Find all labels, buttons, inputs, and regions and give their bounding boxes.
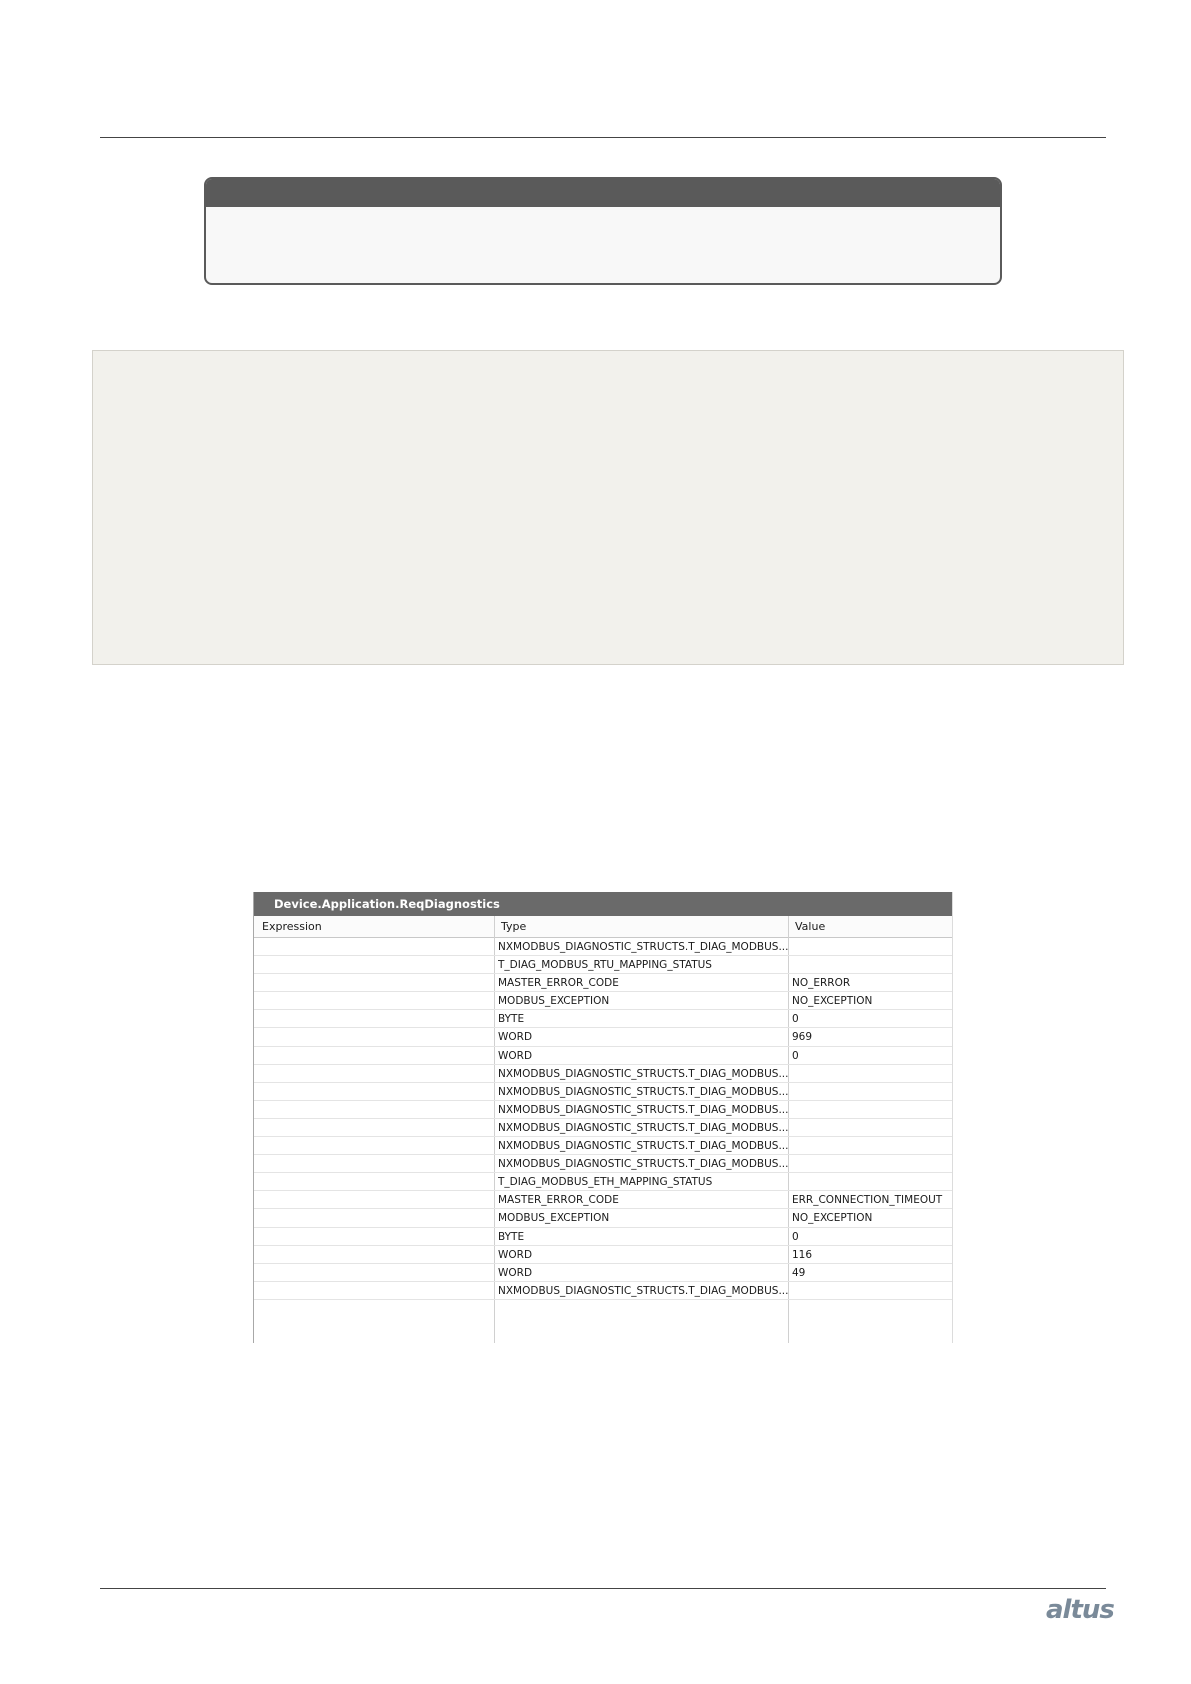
value-cell[interactable]: 49 (792, 1266, 806, 1279)
type-cell: WORD (498, 1266, 533, 1279)
value-cell[interactable]: 116 (792, 1248, 813, 1261)
column-header-value[interactable]: Value (795, 920, 826, 933)
altus-logo: altus (1046, 1595, 1114, 1625)
table-row[interactable] (254, 1010, 952, 1028)
type-cell: WORD (498, 1248, 533, 1261)
value-cell[interactable]: 0 (792, 1049, 799, 1062)
note-box (204, 177, 1002, 285)
value-cell[interactable]: NO_EXCEPTION (792, 1212, 873, 1225)
footer-rule (100, 1588, 1106, 1589)
type-cell: NXMODBUS_DIAGNOSTIC_STRUCTS.T_DIAG_MODBUS... (498, 941, 788, 953)
note-box-header (206, 179, 1000, 207)
table-row[interactable] (254, 1264, 952, 1282)
type-cell: T_DIAG_MODBUS_ETH_MAPPING_STATUS (498, 1176, 713, 1189)
table-row[interactable] (254, 1209, 952, 1227)
table-row[interactable] (254, 1137, 952, 1155)
table-row[interactable] (254, 1028, 952, 1046)
table-row[interactable] (254, 938, 952, 956)
table-row[interactable] (254, 1083, 952, 1101)
watch-window-title: Device.Application.ReqDiagnostics (254, 892, 952, 916)
table-row[interactable] (254, 1047, 952, 1065)
type-cell: MASTER_ERROR_CODE (498, 1194, 619, 1207)
table-row[interactable] (254, 1246, 952, 1264)
table-row[interactable] (254, 1065, 952, 1083)
type-cell: NXMODBUS_DIAGNOSTIC_STRUCTS.T_DIAG_MODBUS... (498, 1067, 788, 1080)
value-cell[interactable]: 0 (792, 1230, 799, 1243)
type-cell: NXMODBUS_DIAGNOSTIC_STRUCTS.T_DIAG_MODBUS... (498, 1085, 788, 1098)
table-row[interactable] (254, 1155, 952, 1173)
type-cell: NXMODBUS_DIAGNOSTIC_STRUCTS.T_DIAG_MODBUS... (498, 1121, 788, 1134)
type-cell: MASTER_ERROR_CODE (498, 977, 619, 990)
type-cell: NXMODBUS_DIAGNOSTIC_STRUCTS.T_DIAG_MODBUS... (498, 1158, 788, 1171)
type-cell: WORD (498, 1049, 533, 1062)
type-cell: MODBUS_EXCEPTION (498, 995, 610, 1008)
column-header-type[interactable]: Type (501, 920, 527, 933)
type-cell: NXMODBUS_DIAGNOSTIC_STRUCTS.T_DIAG_MODBUS... (498, 1284, 788, 1297)
watch-window (253, 892, 953, 1343)
type-cell: NXMODBUS_DIAGNOSTIC_STRUCTS.T_DIAG_MODBUS... (498, 1140, 788, 1153)
value-cell[interactable]: ERR_CONNECTION_TIMEOUT (792, 1194, 943, 1207)
empty-row[interactable] (254, 1300, 952, 1318)
table-row[interactable] (254, 1228, 952, 1246)
table-row[interactable] (254, 1191, 952, 1209)
value-cell[interactable]: NO_EXCEPTION (792, 995, 873, 1008)
code-block (92, 350, 1124, 665)
watch-column-headers (254, 916, 952, 938)
value-cell[interactable]: 0 (792, 1013, 799, 1026)
header-rule (100, 137, 1106, 138)
type-cell: BYTE (498, 1013, 525, 1026)
watch-rows (254, 938, 952, 1318)
column-header-expression[interactable]: Expression (262, 920, 322, 933)
type-cell: T_DIAG_MODBUS_RTU_MAPPING_STATUS (498, 959, 712, 972)
table-row[interactable] (254, 992, 952, 1010)
table-row[interactable] (254, 1101, 952, 1119)
type-cell: WORD (498, 1031, 533, 1044)
table-row[interactable] (254, 1282, 952, 1300)
table-row[interactable] (254, 1119, 952, 1137)
table-row[interactable] (254, 974, 952, 992)
table-row[interactable] (254, 956, 952, 974)
type-cell: BYTE (498, 1230, 525, 1243)
value-cell[interactable]: NO_ERROR (792, 977, 851, 990)
table-row[interactable] (254, 1173, 952, 1191)
value-cell[interactable]: 969 (792, 1031, 813, 1044)
type-cell: NXMODBUS_DIAGNOSTIC_STRUCTS.T_DIAG_MODBUS... (498, 1103, 788, 1116)
type-cell: MODBUS_EXCEPTION (498, 1212, 610, 1225)
